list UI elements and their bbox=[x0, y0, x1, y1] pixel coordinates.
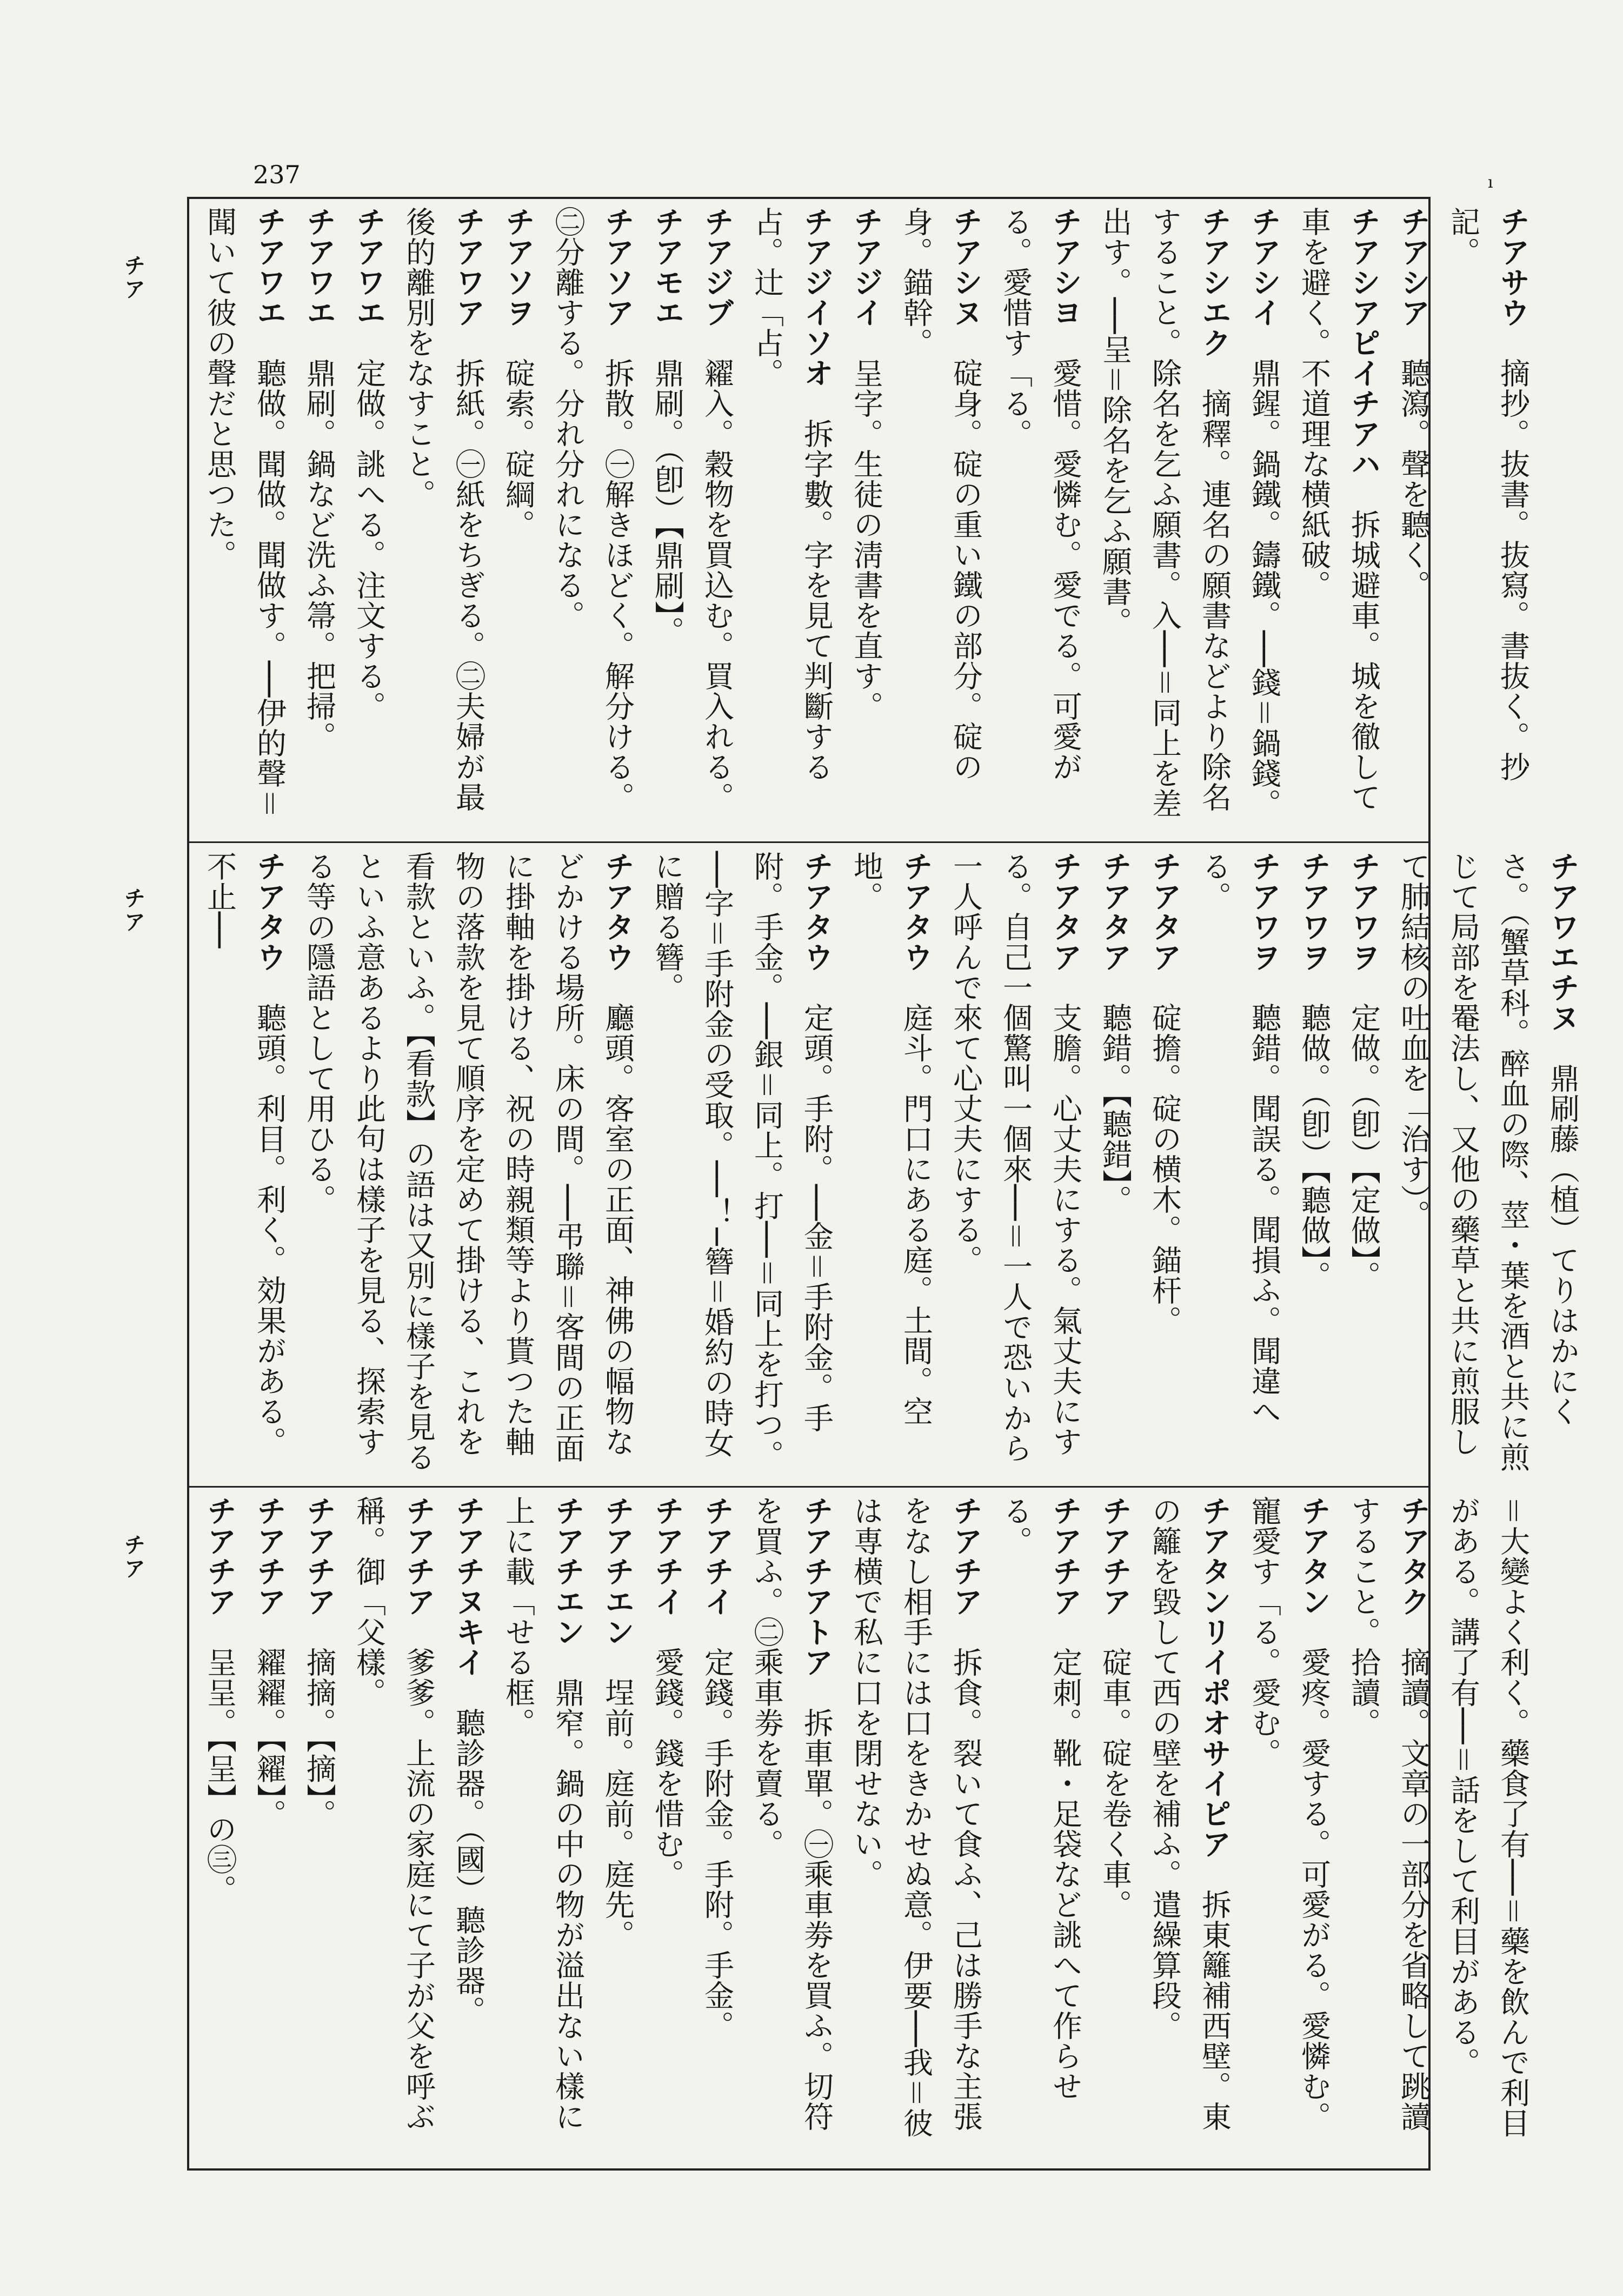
entry-definition: 碇車。碇を卷く車。 bbox=[1097, 1647, 1132, 1920]
tier-bottom-text bbox=[195, 1496, 1538, 2161]
dictionary-entry bbox=[1339, 1496, 1438, 2161]
entry-headword: チアチエン bbox=[600, 1496, 635, 1677]
entry-headword: チアチア bbox=[252, 1496, 287, 1647]
dictionary-entry bbox=[1140, 1496, 1239, 2161]
dictionary-entry bbox=[1090, 207, 1239, 834]
page-number: 237 bbox=[253, 160, 301, 189]
dictionary-entry bbox=[642, 851, 841, 1478]
entry-headword: チアワア bbox=[451, 207, 485, 358]
dictionary-entry bbox=[1090, 851, 1140, 1478]
entry-headword: チアワエチヌ bbox=[1545, 851, 1580, 1063]
dictionary-entry bbox=[1289, 851, 1339, 1478]
entry-headword: チアチア bbox=[1048, 1496, 1082, 1647]
dictionary-entry bbox=[394, 207, 493, 834]
entry-definition: 拆食。裂いて食ふ、己は勝手な主張をなし相手には口をきかせぬ意。伊要──我＝彼は専横で私に口を閉せない。 bbox=[849, 1496, 983, 2139]
entry-definition: 聽錯。聞誤る。聞損ふ。聞違へる。 bbox=[1197, 851, 1281, 1426]
dictionary-entry bbox=[593, 1496, 642, 2161]
dictionary-entry bbox=[1189, 851, 1289, 1478]
entry-definition: 愛惜。愛憐む。愛でる。可愛がる。愛惜す「る。 bbox=[998, 207, 1082, 782]
entry-definition: 庭斗。門口にある庭。土間。空地。 bbox=[849, 851, 933, 1426]
dictionary-entry bbox=[1388, 851, 1587, 1478]
entry-definition: 愛疼。愛する。可愛がる。愛憐む。寵愛す「る。愛む。 bbox=[1247, 1496, 1331, 2132]
entry-headword: チアジブ bbox=[700, 207, 734, 358]
dictionary-entry bbox=[1438, 207, 1538, 834]
dictionary-entry bbox=[1438, 1496, 1538, 2161]
entry-definition: 聽錯。【聽錯】。 bbox=[1097, 1003, 1132, 1215]
entry-headword: チアモエ bbox=[650, 207, 684, 358]
entry-headword: チアタク bbox=[1396, 1496, 1431, 1647]
entry-definition: 摘讀。文章の一部分を省略して跳讀すること。拾讀。 bbox=[1346, 1496, 1431, 2132]
entry-definition: 碇身。碇の重い鐵の部分。碇の身。錨幹。 bbox=[899, 207, 983, 782]
entry-definition: 拆車單。㊀乘車劵を買ふ。切符を買ふ。㊁乘車劵を賣る。 bbox=[749, 1496, 834, 2132]
entry-definition: 鼎刷藤（植）てりはかにくさ。（蟹草科。醉血の際、莖・葉を酒と共に煎じて局部を罨法し、又他の藥草と共に煎服して肺結核の吐血を「治す）。 bbox=[1396, 851, 1580, 1472]
dictionary-entry bbox=[642, 207, 692, 834]
dictionary-entry bbox=[692, 1496, 742, 2161]
entry-headword: チアタウ bbox=[252, 851, 287, 1003]
entry-definition: 鼎鍟。鍋鐵。鑄鐵。──錢＝鍋錢。 bbox=[1247, 358, 1281, 819]
dictionary-entry bbox=[493, 1496, 593, 2161]
entry-headword: チアチア bbox=[302, 1496, 336, 1647]
dictionary-frame bbox=[187, 197, 1580, 2171]
dictionary-entry bbox=[244, 1496, 294, 2161]
entry-headword: チアシイ bbox=[1247, 207, 1281, 358]
entry-definition: 糴糴。【糴】。 bbox=[252, 1647, 287, 1829]
dictionary-entry bbox=[195, 1496, 244, 2161]
entry-headword: チアシア bbox=[1396, 207, 1431, 358]
dictionary-entry bbox=[841, 1496, 990, 2161]
tier-bottom bbox=[195, 1496, 1530, 2161]
entry-definition: 聽瀉。聲を聽く。 bbox=[1396, 358, 1431, 600]
entry-headword: チアタウ bbox=[799, 851, 834, 1003]
entry-headword: チアタン bbox=[1296, 1496, 1331, 1647]
entry-definition: ＝大變よく利く。藥食了有──＝藥を飲んで利目がある。講了有──＝話をして利目がある。 bbox=[1446, 1496, 1530, 2139]
entry-definition: 糴入。穀物を買込む。買入れる。 bbox=[700, 358, 734, 812]
entry-headword: チアチヌキイ bbox=[451, 1496, 485, 1708]
entry-headword: チアチエン bbox=[550, 1496, 585, 1677]
dictionary-entry bbox=[1090, 1496, 1140, 2161]
dictionary-entry bbox=[294, 207, 344, 834]
entry-headword: チアワエ bbox=[351, 207, 386, 358]
dictionary-entry bbox=[294, 1496, 344, 2161]
dictionary-entry bbox=[742, 1496, 841, 2161]
entry-headword: チアシアピイチアハ bbox=[1346, 207, 1381, 509]
side-label-top: チア bbox=[121, 254, 145, 302]
entry-definition: 鼎刷。鍋など洗ふ箒。把掃。 bbox=[302, 358, 336, 752]
entry-headword: チアワエ bbox=[252, 207, 287, 358]
dictionary-entry bbox=[1140, 851, 1189, 1478]
entry-headword: チアチア bbox=[1097, 1496, 1132, 1647]
entry-definition: 碇擔。碇の横木。錨杆。 bbox=[1147, 1003, 1182, 1336]
entry-definition: 拆字數。字を見て判斷する占。辻「占。 bbox=[749, 207, 834, 782]
tier-top bbox=[195, 207, 1530, 834]
dictionary-entry bbox=[294, 851, 642, 1478]
dictionary-entry bbox=[742, 207, 841, 834]
entry-headword: チアタア bbox=[1147, 851, 1182, 1003]
tier-divider-1 bbox=[189, 841, 1428, 843]
entry-definition: 呈字。生徒の淸書を直す。 bbox=[849, 358, 883, 721]
entry-headword: チアチア bbox=[401, 1496, 436, 1647]
dictionary-entry bbox=[1388, 207, 1438, 834]
dictionary-entry bbox=[1289, 207, 1388, 834]
entry-definition: 拆散。㊀解きほどく。解分ける。㊁分離する。分れ分れになる。 bbox=[550, 207, 635, 812]
entry-definition: 定做。誂へる。注文する。 bbox=[351, 358, 386, 721]
corner-mark: ı bbox=[1488, 173, 1493, 192]
entry-definition: 埕前。庭前。庭先。 bbox=[600, 1677, 635, 1950]
entry-definition: 定做。（卽）【定做】。 bbox=[1346, 1003, 1381, 1291]
entry-definition: 呈呈。【呈】の㊂。 bbox=[202, 1647, 237, 1905]
entry-headword: チアソヲ bbox=[501, 207, 535, 358]
entry-headword: チアタア bbox=[1097, 851, 1132, 1003]
entry-headword: チアジイソオ bbox=[799, 207, 834, 419]
entry-headword: チアチイ bbox=[650, 1496, 684, 1647]
entry-headword: チアシエク bbox=[1197, 207, 1232, 388]
entry-definition: 定頭。手附。──金＝手附金。手附。手金。──銀＝同上。打──＝同上を打つ。──字＝手附金の受取。──！─簪＝婚約の時女に贈る簪。 bbox=[650, 851, 834, 1470]
dictionary-entry bbox=[443, 1496, 493, 2161]
tier-middle bbox=[195, 851, 1580, 1478]
entry-definition: 摘摘。【摘】。 bbox=[302, 1647, 336, 1829]
entry-definition: 聽頭。利目。利く。効果がある。不止── bbox=[202, 851, 287, 1457]
entry-definition: 定錢。手附金。手附。手金。 bbox=[700, 1647, 734, 2041]
dictionary-entry bbox=[195, 851, 294, 1478]
tier-divider-2 bbox=[189, 1486, 1428, 1488]
entry-definition: 鼎窄。鍋の中の物が溢出ない樣に上に載「せる框。 bbox=[501, 1496, 585, 2132]
entry-definition: 摘釋。連名の願書などより除名すること。除名を乞ふ願書。入──＝同上を差出す。──呈＝除名を乞ふ願書。 bbox=[1097, 207, 1232, 819]
tier-middle-text bbox=[195, 851, 1587, 1478]
entry-headword: チアソア bbox=[600, 207, 635, 358]
entry-headword: チアタア bbox=[1048, 851, 1082, 1003]
entry-definition: 聽做。（卽）【聽做】。 bbox=[1296, 1003, 1331, 1291]
entry-headword: チアチアトア bbox=[799, 1496, 834, 1708]
entry-headword: チアタウ bbox=[600, 851, 635, 1003]
entry-headword: チアチア bbox=[202, 1496, 237, 1647]
entry-headword: チアタウ bbox=[899, 851, 933, 1003]
dictionary-entry bbox=[990, 1496, 1090, 2161]
entry-definition: 廳頭。客室の正面、神佛の幅物などかける場所。床の間。──弔聯＝客間の正面に掛軸を掛ける、祝の時親類等より貰つた軸物の落款を見て順序を定めて掛ける、これを看款といふ。【看款】の語は又別に樣子を見るといふ意あるより此句は樣子を見る、探索する等の隱語として用ひる。 bbox=[302, 851, 635, 1472]
entry-definition: 摘抄。抜書。抜寫。書抜く。抄記。 bbox=[1446, 207, 1530, 782]
dictionary-entry bbox=[344, 1496, 443, 2161]
dictionary-entry bbox=[1339, 851, 1388, 1478]
entry-definition: 拆紙。㊀紙をちぎる。㊁夫婦が最後的離別をなすこと。 bbox=[401, 207, 485, 812]
entry-headword: チアサウ bbox=[1495, 207, 1530, 358]
entry-definition: 鼎刷。（卽）【鼎刷】。 bbox=[650, 358, 684, 647]
entry-headword: チアワエ bbox=[302, 207, 336, 358]
dictionary-entry bbox=[344, 207, 394, 834]
entry-definition: 定刺。靴・足袋など誂へて作らせる。 bbox=[998, 1496, 1082, 2101]
dictionary-entry bbox=[1239, 207, 1289, 834]
entry-headword: チアシヨ bbox=[1048, 207, 1082, 358]
entry-definition: 愛錢。錢を惜む。 bbox=[650, 1647, 684, 1889]
dictionary-entry bbox=[692, 207, 742, 834]
dictionary-entry bbox=[1239, 1496, 1339, 2161]
dictionary-entry bbox=[493, 207, 543, 834]
entry-headword: チアチア bbox=[948, 1496, 983, 1647]
entry-definition: 拆東籬補西壁。東の籬を毀して西の壁を補ふ。遣繰算段。 bbox=[1147, 1496, 1232, 2132]
entry-headword: チアワヲ bbox=[1346, 851, 1381, 1003]
entry-headword: チアシヌ bbox=[948, 207, 983, 358]
dictionary-entry bbox=[642, 1496, 692, 2161]
entry-definition: 爹爹。上流の家庭にて子が父を呼ぶ稱。御「父樣。 bbox=[351, 1496, 436, 2132]
dictionary-entry bbox=[990, 207, 1090, 834]
entry-headword: チアタンリイポオサイピア bbox=[1197, 1496, 1232, 1889]
entry-headword: チアジイ bbox=[849, 207, 883, 358]
entry-headword: チアワヲ bbox=[1247, 851, 1281, 1003]
dictionary-entry bbox=[841, 207, 891, 834]
entry-definition: 碇索。碇綱。 bbox=[501, 358, 535, 540]
side-label-middle: チア bbox=[121, 887, 145, 934]
dictionary-entry bbox=[841, 851, 941, 1478]
entry-definition: 支膽。心丈夫にする。氣丈夫にする。自己一個驚叫一個來──＝一人で恐いから一人呼んで來て心丈夫にする。 bbox=[948, 851, 1082, 1464]
side-label-bottom: チア bbox=[121, 1534, 145, 1581]
dictionary-entry bbox=[195, 207, 294, 834]
dictionary-entry bbox=[543, 207, 642, 834]
entry-definition: 拆城避車。城を徹して車を避く。不道理な横紙破。 bbox=[1296, 207, 1381, 812]
entry-definition: 聽診器。（國）聽診器。 bbox=[451, 1708, 485, 2026]
entry-definition: 聽做。聞做。聞做す。──伊的聲＝聞いて彼の聲だと思つた。 bbox=[202, 207, 287, 819]
dictionary-entry bbox=[891, 207, 990, 834]
entry-headword: チアチイ bbox=[700, 1496, 734, 1647]
tier-top-text bbox=[195, 207, 1538, 834]
entry-headword: チアワヲ bbox=[1296, 851, 1331, 1003]
dictionary-entry bbox=[941, 851, 1090, 1478]
